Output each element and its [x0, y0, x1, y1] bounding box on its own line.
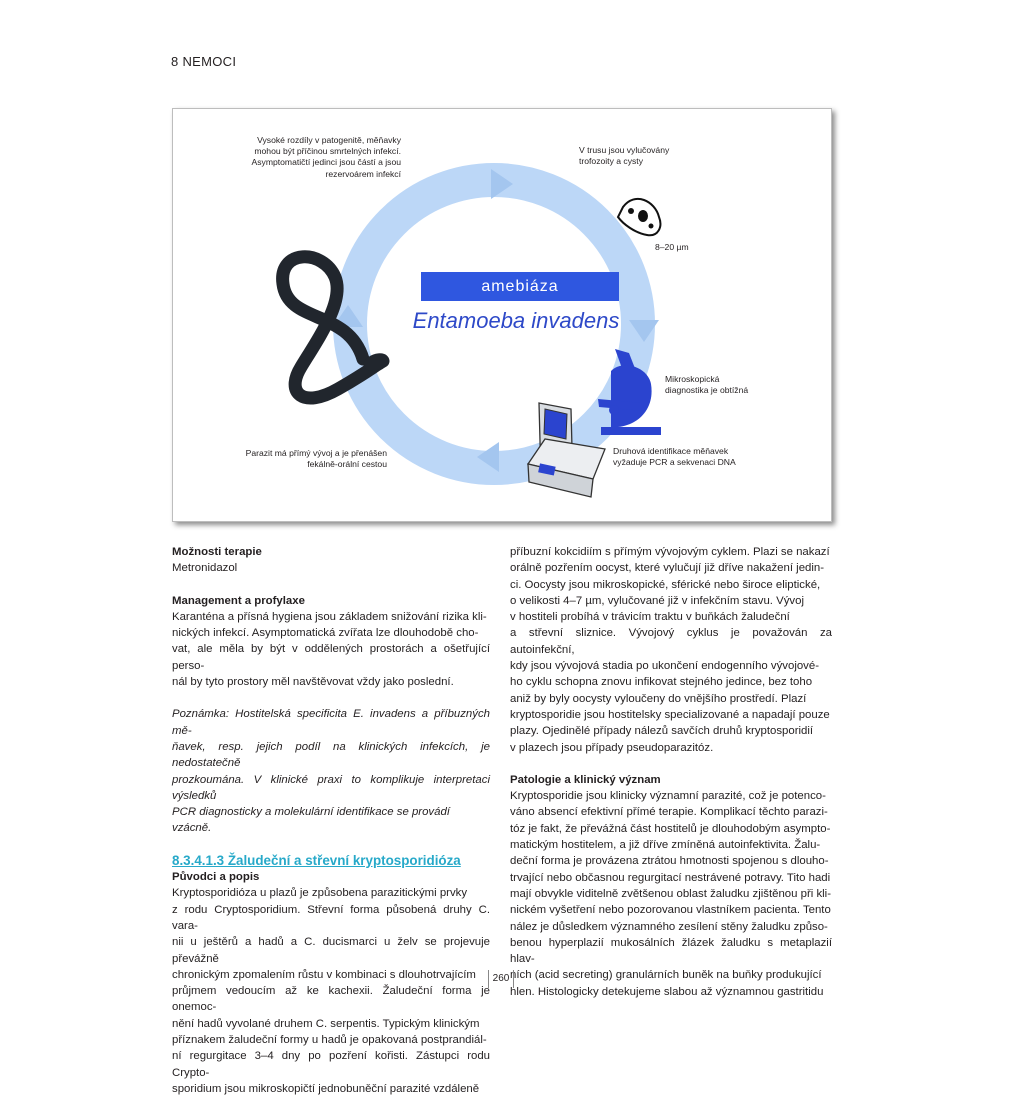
caption-excretion: V trusu jsou vylučovány trofozoity a cysty — [579, 145, 670, 167]
pathology-line: mají obvykle viditelně zvětšenou oblast žaludku zjištěnou při kli- — [510, 887, 831, 900]
left-column — [172, 544, 490, 1097]
caption-pcr: Druhová identifikace měňavek vyžaduje PCR a sekvenaci DNA — [613, 446, 736, 468]
pathology-heading: Patologie a klinický význam — [510, 773, 661, 786]
pathology-line: nickém vyšetření nebo pozorovanou vlastníkem pacienta. Tento — [510, 904, 831, 917]
caption-size: 8–20 µm — [655, 242, 689, 252]
intro-line: ci. Oocysty jsou mikroskopické, sférické nebo široce eliptické, — [510, 578, 821, 591]
life-cycle-figure — [172, 108, 832, 522]
pathology-line: tóz je fakt, že převážná část hostitelů je dlouhodobým asympto- — [510, 822, 831, 835]
intro-line: aniž by byly oocysty vyloučeny do vnějšího prostředí. Plazí — [510, 692, 807, 705]
caption-pathogenicity: Vysoké rozdíly v patogenitě, měňavky mohou být příčinou smrtelných infekcí. Asymptomatičtí jedinci jsou částí a jsou rezervoárem infekcí — [251, 135, 401, 179]
management-line: nických infekcí. Asymptomatická zvířata lze dlouhodobě cho- — [172, 627, 479, 640]
origin-line: příznakem žaludeční formy u hadů je opakovaná postprandiál- — [172, 1034, 487, 1047]
intro-line: a střevní sliznice. Vývojový cyklus je považován za autoinfekční, — [510, 627, 832, 656]
pathology-line: Kryptosporidie jsou klinicky významní parazité, což je potenco- — [510, 790, 826, 803]
therapy-text: Metronidazol — [172, 562, 238, 575]
origin-heading: Původci a popis — [172, 871, 260, 884]
pathology-line: hlen. Histologicky detekujeme slabou až významnou gastritidu — [510, 985, 824, 998]
pathology-line: benou hyperplazií mukosálních žlázek žaludku s metaplazií hlav- — [510, 936, 832, 966]
right-column — [510, 544, 832, 1000]
intro-line: v plazech jsou případy pseudoparazitóz. — [510, 741, 714, 754]
intro-line: orálně pozřením oocyst, které vylučují již dříve nakažení jedin- — [510, 562, 825, 575]
therapy-heading: Možnosti terapie — [172, 546, 262, 558]
page-number: 260 — [488, 970, 514, 988]
management-heading: Management a profylaxe — [172, 594, 305, 607]
intro-line: v hostiteli probíhá v trávicím traktu v buňkách žaludeční — [510, 611, 790, 624]
origin-line: Kryptosporidióza u plazů je způsobena parazitickými prvky — [172, 887, 468, 900]
note-line: PCR diagnosticky a molekulární identifikace se provádí vzácně. — [172, 806, 450, 835]
pathology-line: ních (acid secreting) granulárních buněk na buňky produkující — [510, 969, 822, 982]
management-line: nál by tyto prostory měl navštěvovat vždy jako poslední. — [172, 676, 454, 689]
origin-line: sporidium jsou mikroskopičtí jednobuněční parazité vzdáleně — [172, 1082, 480, 1095]
origin-line: nění hadů vyvolané druhem C. serpentis. Typickým klinickým — [172, 1017, 480, 1030]
intro-line: příbuzní kokcidiím s přímým vývojovým cyklem. Plazi se nakazí — [510, 546, 830, 558]
note-line: prozkoumána. V klinické praxi to komplikuje interpretaci výsledků — [172, 773, 490, 802]
origin-line: nii u ještěrů a hadů a C. ducismarci u želv se projevuje převážně — [172, 936, 490, 965]
intro-line: kdy jsou vývojová stadia po ukončení endogenního vývojové- — [510, 660, 820, 673]
disease-badge: amebiáza — [481, 278, 559, 295]
species-name: Entamoeba invadens — [412, 308, 620, 333]
pathology-line: matickým hostitelem, a již dříve zmíněná autoinfektivita. Žalu- — [510, 839, 821, 852]
intro-line: o velikosti 4–7 µm, vylučované již v infekčním stavu. Vývoj — [510, 594, 804, 607]
intro-line: ho cyklu schopna znovu infikovat stejného jedince, bez toho — [510, 676, 813, 689]
origin-line: ní regurgitace 3–4 dny po pozření kořisti. Zástupci rodu Crypto- — [172, 1050, 490, 1079]
chapter-header: 8 NEMOCI — [171, 54, 237, 69]
origin-line: z rodu Cryptosporidium. Střevní forma působená druhy C. vara- — [172, 903, 490, 932]
pathology-line: trvající nebo občasnou regurgitací nestrávené potravy. Tito hadi — [510, 871, 831, 884]
pathology-line: váno absencí efektivní přímé terapie. Komplikací těchto parazi- — [510, 806, 828, 819]
management-line: vat, ale měla by být v oddělených prostorách a ošetřující perso- — [172, 643, 490, 672]
note-line: ňavek, resp. jejich podíl na klinických infekcích, je nedostatečně — [172, 740, 490, 770]
caption-transmission: Parazit má přímý vývoj a je přenášen fekálně-orální cestou — [245, 448, 387, 470]
origin-line: chronickým zpomalením růstu v kombinaci s dlouhotrvajícím — [172, 968, 476, 981]
pathology-line: nález je důsledkem významného zesílení stěny žaludku způso- — [510, 920, 828, 933]
origin-line: průjmem vedoucím až ke kachexii. Žaludeční forma je onemoc- — [172, 985, 490, 1014]
caption-microscopy: Mikroskopická diagnostika je obtížná — [665, 374, 749, 396]
intro-line: plazy. Ojedinělé případy nálezů savčích druhů kryptosporidií — [510, 725, 814, 738]
note-line: Poznámka: Hostitelská specificita E. invadens a příbuzných mě- — [172, 708, 490, 737]
section-title: 8.3.4.1.3 Žaludeční a střevní kryptosporidióza — [172, 852, 461, 868]
intro-line: kryptosporidie jsou hostitelsky specializované a napadají pouze — [510, 708, 830, 721]
management-line: Karanténa a přísná hygiena jsou základem snižování rizika kli- — [172, 610, 487, 623]
pathology-line: deční forma je provázena ztrátou hmotnosti spojenou s dlouho- — [510, 855, 829, 868]
